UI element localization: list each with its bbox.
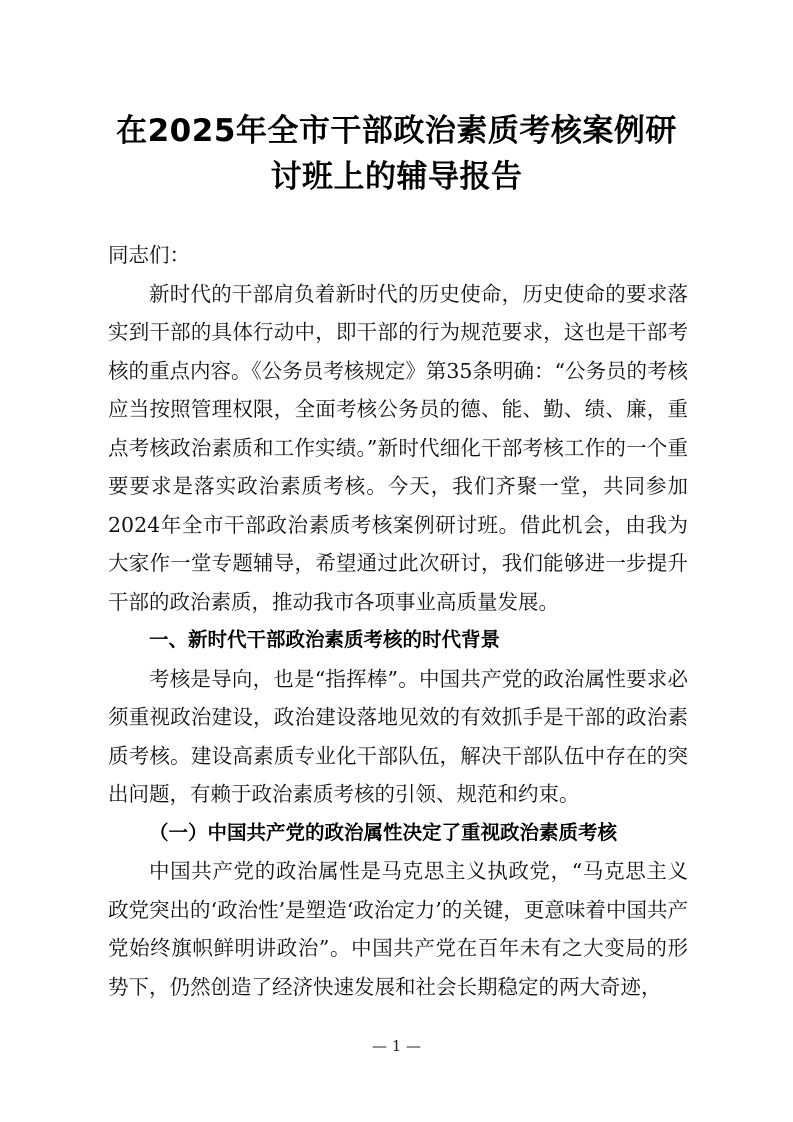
document-body	[108, 236, 688, 1006]
paragraph-political-attribute: 中国共产党的政治属性是马克思主义执政党，“马克思主义政党突出的‘政治性’是塑造‘政治定力’的关键，更意味着中国共产党始终旗帜鲜明讲政治”。中国共产党在百年未有之大变局的形势下，仍然创造了经济快速发展和社会长期稳定的两大奇迹，	[108, 859, 688, 999]
salutation: 同志们：	[108, 243, 190, 267]
paragraph-background: 考核是导向，也是“指挥棒”。中国共产党的政治属性要求必须重视政治建设，政治建设落地见效的有效抓手是干部的政治素质考核。建设高素质专业化干部队伍，解决干部队伍中存在的突出问题，有赖于政治素质考核的引领、规范和约束。	[108, 666, 688, 806]
document-title-line-2: 讨班上的辅导报告	[270, 159, 523, 195]
subsection-heading-1: （一）中国共产党的政治属性决定了重视政治素质考核	[149, 820, 618, 844]
paragraph-intro: 新时代的干部肩负着新时代的历史使命，历史使命的要求落实到干部的具体行动中，即干部的行为规范要求，这也是干部考核的重点内容。《公务员考核规定》第35条明确：“公务员的考核应当按照管理权限，全面考核公务员的德、能、勤、绩、廉，重点考核政治素质和工作实绩。”新时代细化干部考核工作的一个重要要求是落实政治素质考核。今天，我们齐聚一堂，共同参加2024年全市干部政治素质考核案例研讨班。借此机会，由我为大家作一堂专题辅导，希望通过此次研讨，我们能够进一步提升干部的政治素质，推动我市各项事业高质量发展。	[108, 281, 688, 614]
page-number: — 1 —	[371, 1037, 422, 1055]
document-title-line-1: 在2025年全市干部政治素质考核案例研	[116, 113, 677, 149]
section-heading-1: 一、新时代干部政治素质考核的时代背景	[149, 628, 501, 651]
